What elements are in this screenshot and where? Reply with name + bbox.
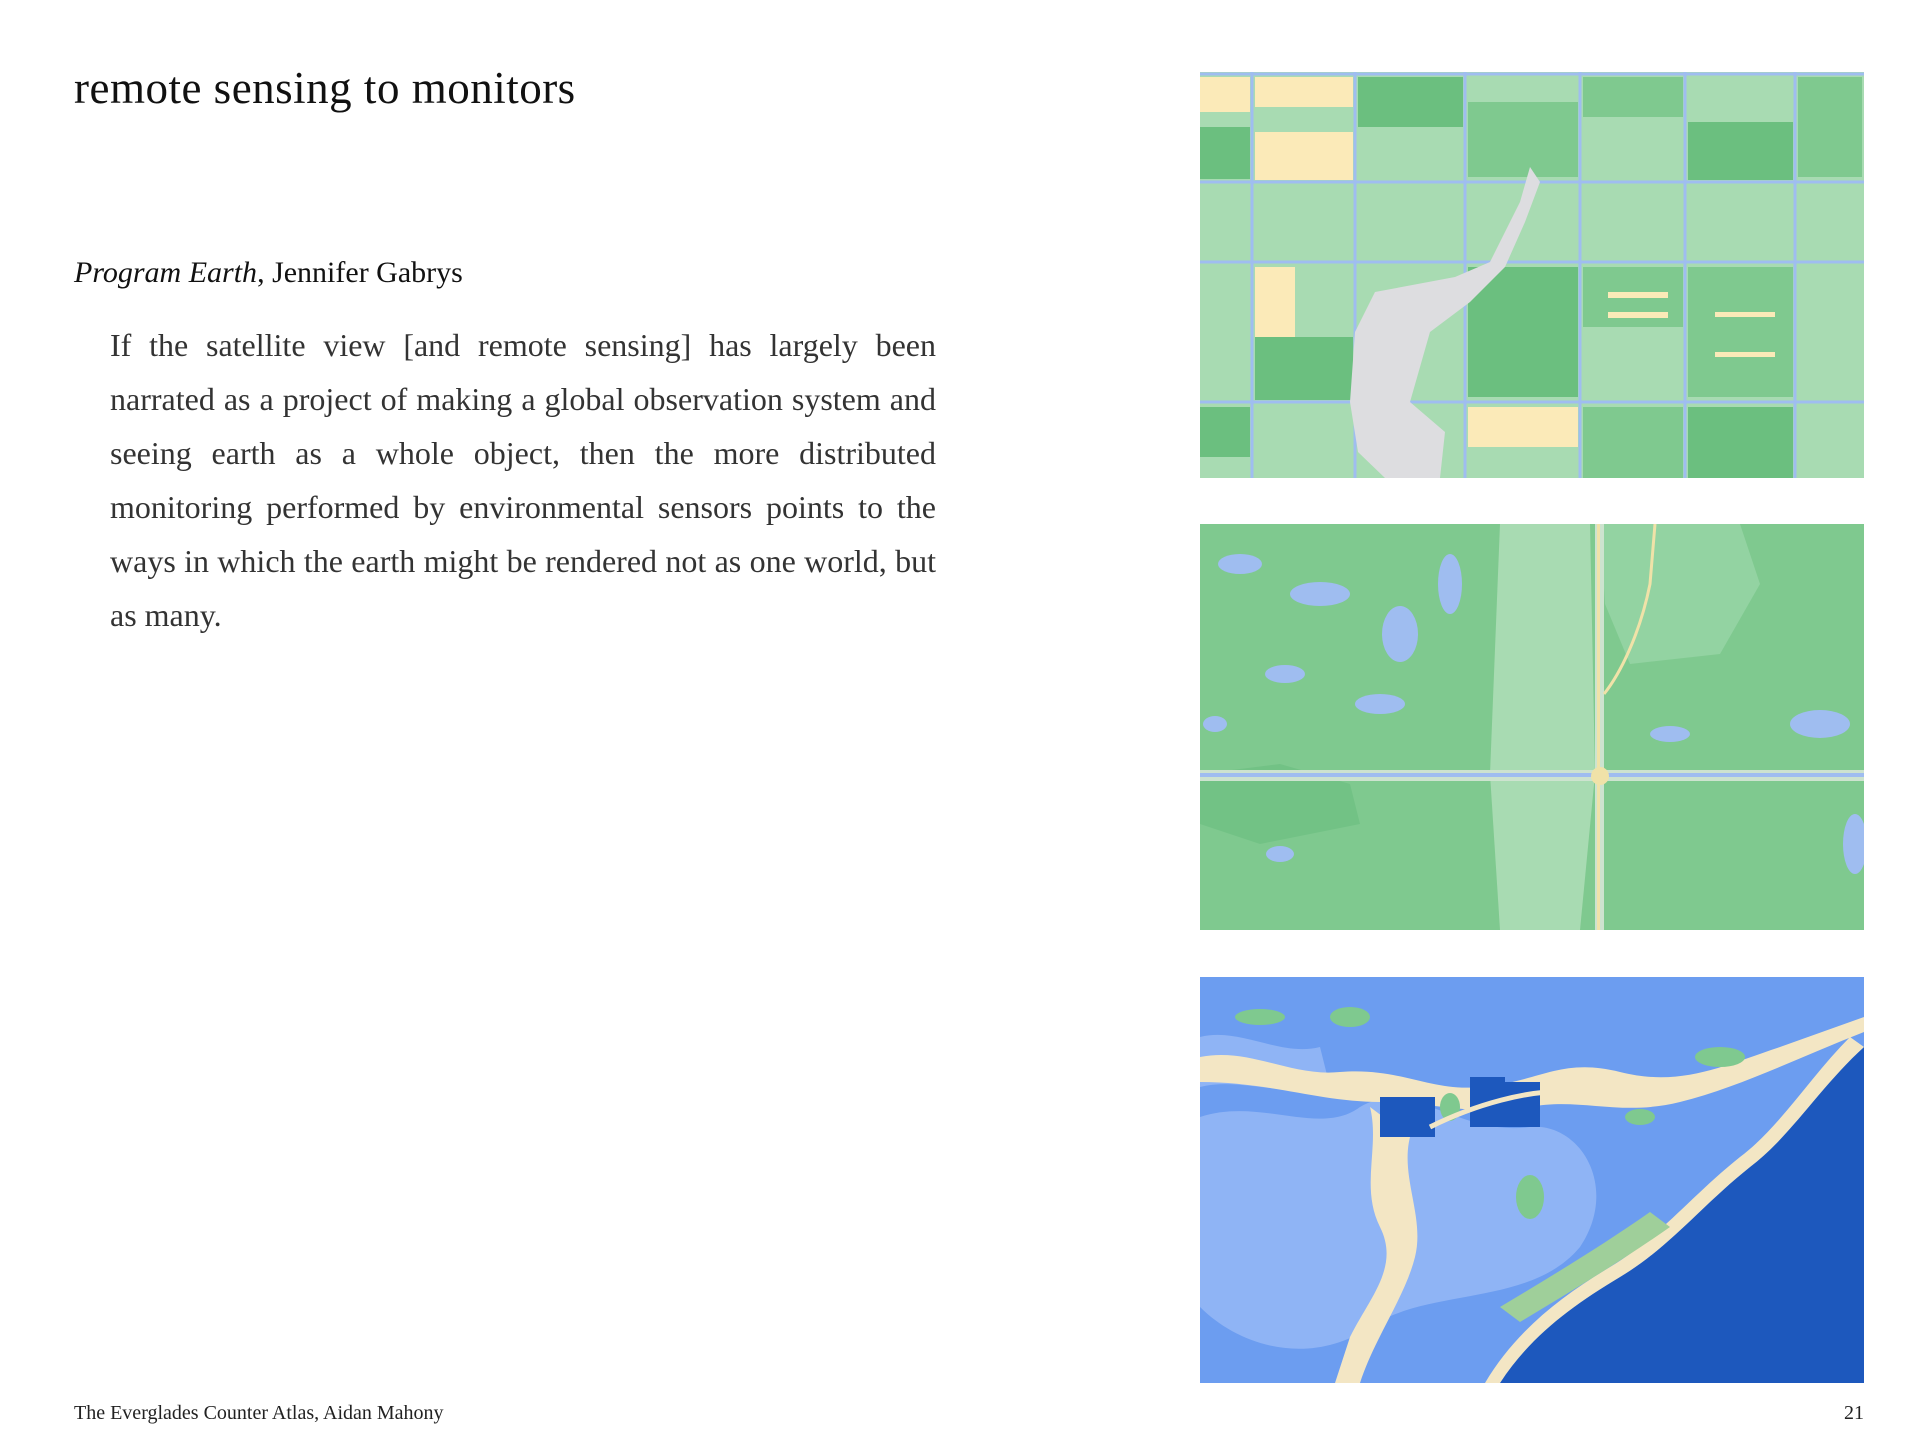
- coastal-water-map: [1200, 977, 1864, 1383]
- wetland-crossroads-map-graphic: [1200, 524, 1864, 930]
- citation-work: Program Earth: [74, 256, 258, 289]
- wetland-crossroads-map: [1200, 524, 1864, 930]
- citation-separator: ,: [257, 256, 273, 289]
- quote-text: If the satellite view [and remote sensing] has largely been narrated as a project of making a global observation system and seeing earth as a whole object, then the more distributed monitoring performed by environmental sensors points to the ways in which the earth might be rendered not as one world, but as many.: [110, 327, 936, 633]
- citation-author: Jennifer Gabrys: [272, 256, 463, 289]
- agricultural-fields-map-graphic: [1200, 72, 1864, 478]
- page-number: 21: [1844, 1402, 1864, 1424]
- footer-publication: The Everglades Counter Atlas, Aidan Mahony: [74, 1402, 444, 1424]
- agricultural-fields-map: [1200, 72, 1864, 478]
- coastal-water-map-graphic: [1200, 977, 1864, 1383]
- page-title: remote sensing to monitors: [74, 63, 576, 113]
- citation: [74, 256, 463, 290]
